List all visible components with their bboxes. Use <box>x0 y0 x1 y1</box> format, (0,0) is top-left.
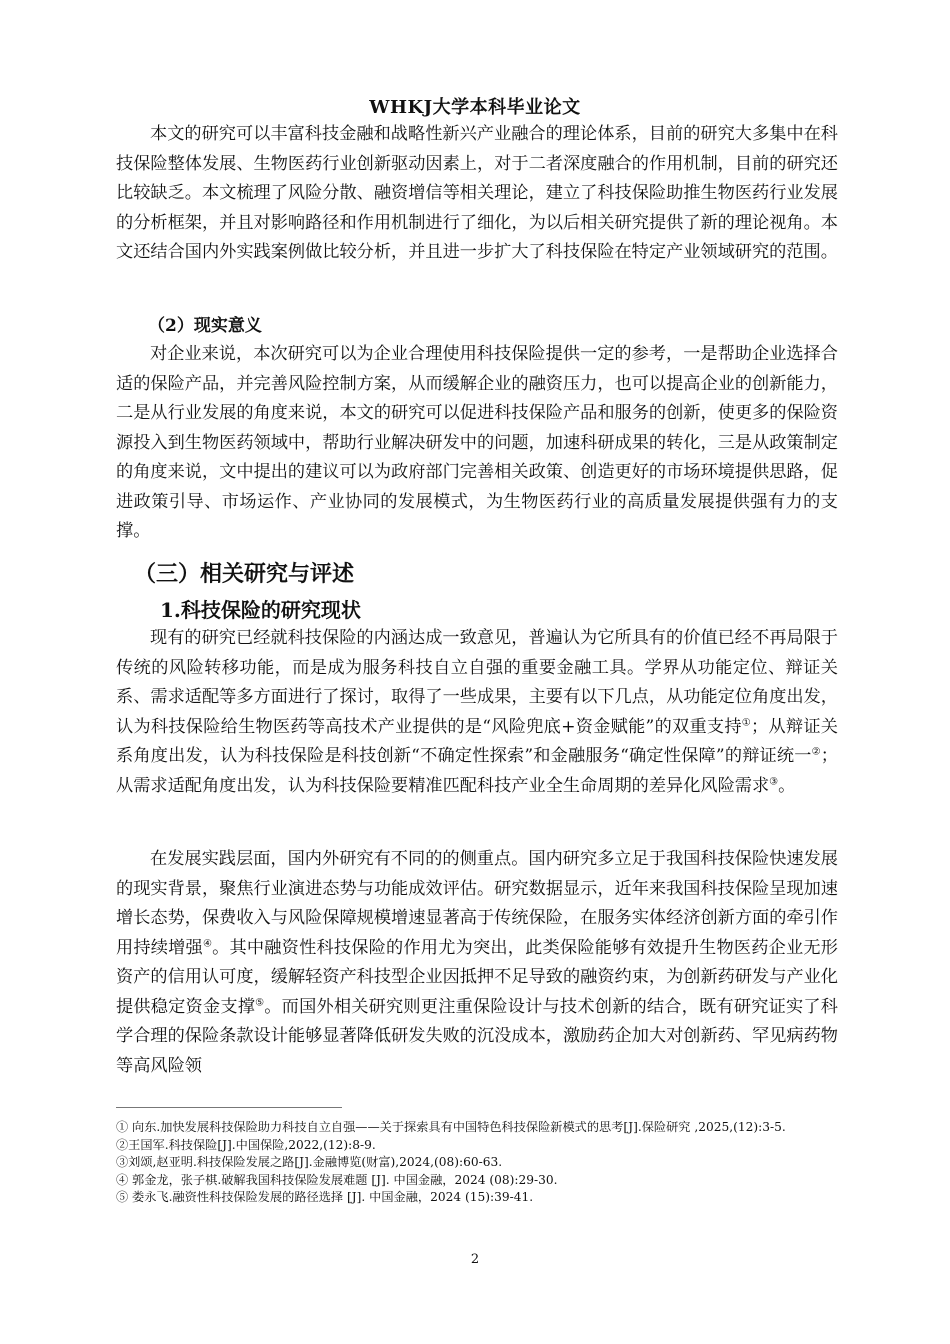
footnote-2: ②王国军.科技保险[J].中国保险,2022,(12):8-9. <box>116 1137 376 1152</box>
footnote-ref-3: ③ <box>769 775 779 787</box>
paragraph-text: ；从需求适配角度出发，认为科技保险要精准匹配科技产业全生命周期的差异化风险需求 <box>116 746 838 796</box>
footnote-ref-2: ② <box>811 746 821 758</box>
paragraph-practical-significance: 对企业来说，本次研究可以为企业合理使用科技保险提供一定的参考，一是帮助企业选择合适的保险产品，并完善风险控制方案，从而缓解企业的融资压力，也可以提高企业的创新能力，二是从行业发展的角度来说，本文的研究可以促进科技保险产品和服务的创新，使更多的保险资源投入到生物医药领域中，帮助行业解决研发中的问题，加速科研成果的转化，三是从政策制定的角度来说，文中提出的建议可以为政府部门完善相关政策、创造更好的市场环境提供思路，促进政策引导、市场运作、产业协同的发展模式，为生物医药行业的高质量发展提供强有力的支撑。 <box>116 344 838 541</box>
paragraph-text: 现有的研究已经就科技保险的内涵达成一致意见，普遍认为它所具有的价值已经不再局限于传统的风险转移功能，而是成为服务科技自立自强的重要金融工具。学界从功能定位、辩证关系、需求适配等多方面进行了探讨，取得了一些成果，主要有以下几点，从功能定位角度出发，认为科技保险给生物医药等高技术产业提供的是“风险兜底+资金赋能”的双重支持 <box>116 628 838 737</box>
footnote-ref-1: ① <box>741 716 752 728</box>
footnotes <box>116 1119 838 1207</box>
page-number: 2 <box>470 1252 480 1267</box>
subsection-heading-tech-insurance-status: 1.科技保险的研究现状 <box>160 598 361 622</box>
paragraph-theoretical-significance: 本文的研究可以丰富科技金融和战略性新兴产业融合的理论体系，目前的研究大多集中在科技保险整体发展、生物医药行业创新驱动因素上，对于二者深度融合的作用机制，目前的研究还比较缺乏。本文梳理了风险分散、融资增信等相关理论，建立了科技保险助推生物医药行业发展的分析框架，并且对影响路径和作用机制进行了细化，为以后相关研究提供了新的理论视角。本文还结合国内外实践案例做比较分析，并且进一步扩大了科技保险在特定产业领域研究的范围。 <box>116 124 838 262</box>
footnote-3: ③刘颂,赵亚明.科技保险发展之路[J].金融博览(财富),2024,(08):60-63. <box>116 1155 503 1169</box>
paragraph-practice-level <box>116 845 838 1081</box>
footnote-1: ① 向东.加快发展科技保险助力科技自立自强——关于探索具有中国特色科技保险新模式的思考[J].保险研究 ,2025,(12):3-5. <box>116 1120 786 1134</box>
paragraph-text: 。其中融资性科技保险的作用尤为突出，此类保险能够有效提升生物医药企业无形资产的信用认可度，缓解轻资产科技型企业因抵押不足导致的融资约束，为创新药研发与产业化提供稳定资金支撑 <box>116 937 838 1017</box>
section-heading-related-research: （三）相关研究与评述 <box>134 561 355 587</box>
paragraph-text: 。 <box>778 775 796 796</box>
footnote-ref-5: ⑤ <box>255 996 265 1008</box>
paragraph-text: 。而国外相关研究则更注重保险设计与技术创新的结合，既有研究证实了科学合理的保险条款设计能够显著降低研发失败的沉没成本，激励药企加大对创新药、罕见病药物等高风险领 <box>116 996 838 1076</box>
paragraph-text: 在发展实践层面，国内外研究有不同的的侧重点。国内研究多立足于我国科技保险快速发展的现实背景，聚焦行业演进态势与功能成效评估。研究数据显示，近年来我国科技保险呈现加速增长态势，保费收入与风险保障规模增速显著高于传统保险，在服务实体经济创新方面的牵引作用持续增强 <box>116 849 838 958</box>
paragraph-text: ；从辩证关系角度出发，认为科技保险是科技创新“不确定性探索”和金融服务“确定性保障”的辩证统一 <box>116 716 838 766</box>
heading-practical-significance: （2）现实意义 <box>148 316 262 336</box>
paragraph-research-status <box>116 624 838 801</box>
footnote-ref-4: ④ <box>202 937 213 949</box>
running-header: WHKJ大学本科毕业论文 <box>369 97 581 118</box>
footnote-5: ⑤ 娄永飞.融资性科技保险发展的路径选择 [J]. 中国金融，2024 (15):39-41. <box>116 1190 534 1204</box>
footnote-4: ④ 郭金龙，张子棋.破解我国科技保险发展难题 [J]. 中国金融，2024 (08):29-30. <box>116 1172 558 1187</box>
footnote-divider <box>116 1107 342 1108</box>
